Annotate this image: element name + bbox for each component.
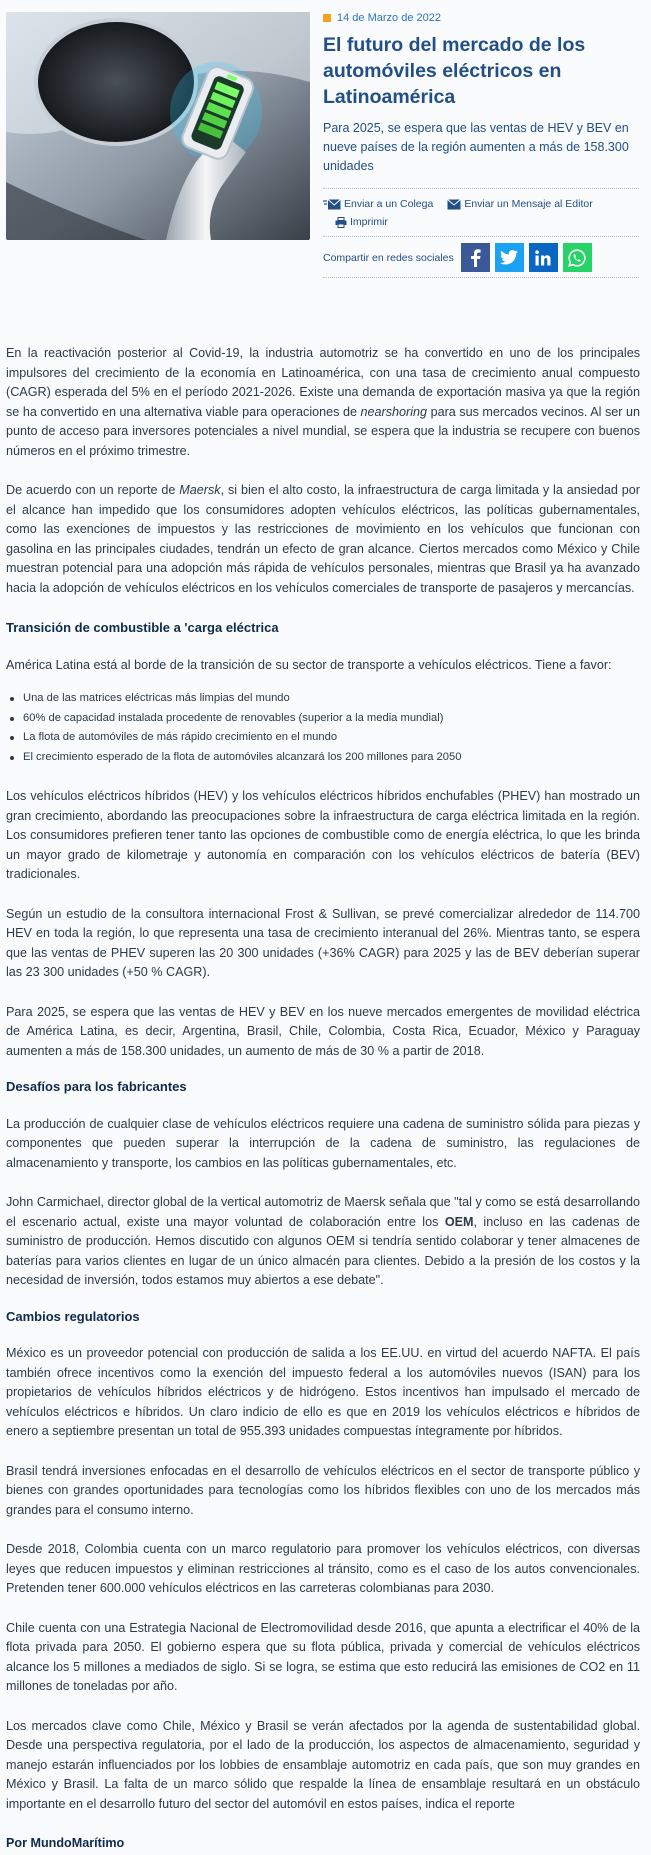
- facebook-icon: [468, 249, 482, 267]
- list-item: 60% de capacidad instalada procedente de renovables (superior a la media mundial): [6, 709, 640, 729]
- advantages-list: [6, 689, 640, 767]
- article-date: 14 de Marzo de 2022: [337, 12, 441, 24]
- section-heading: Transición de combustible a 'carga eléctrica: [6, 620, 279, 635]
- emphasis: Maersk: [179, 483, 221, 497]
- emphasis: nearshoring: [360, 404, 428, 419]
- print-label: Imprimir: [350, 216, 388, 228]
- date-marker-icon: [323, 14, 331, 22]
- paragraph: Para 2025, se espera que las ventas de HEV y BEV en los nueve mercados emergentes de movilidad eléctrica de América Latina, es decir, Argentina, Brasil, Chile, Colombia, Costa Rica, Ecuador, México y Paraguay aumenten a más de 158.300 unidades, un aumento de más de 30 % a partir de 2018.: [6, 1004, 640, 1058]
- twitter-share-button[interactable]: [495, 243, 524, 272]
- paragraph: De acuerdo con un reporte de Maersk, si bien el alto costo, la infraestructura de carga limitada y la ansiedad por el alcance han impedido que los consumidores adopten vehículos eléctricos, las políticas gubernamentales, como las exenciones de impuestos y las restricciones de movimiento en los vehículos que funcionan con gasolina en las principales ciudades, tendrán un efecto de gran alcance. Ciertos mercados como México y Chile muestran potencial para una adopción más rápida de vehículos personales, mientras que Brasil ya ha avanzado hacia la adopción de vehículos eléctricos en los vehículos comerciales de transporte de pasajeros y mercancías.: [6, 483, 640, 595]
- linkedin-share-button[interactable]: [529, 243, 558, 272]
- paragraph: Los vehículos eléctricos híbridos (HEV) y los vehículos eléctricos híbridos enchufables (PHEV) han mostrado un gran crecimiento, abordando las preocupaciones sobre la infraestructura de carga eléctrica limitada en la región. Los consumidores prefieren tener tanto las opciones de combustible como de energía eléctrica, lo que les brinda un mayor grado de kilometraje y autonomía en comparación con los vehículos eléctricos de batería (BEV) tradicionales.: [6, 789, 640, 881]
- linkedin-icon: [535, 250, 551, 266]
- printer-icon: [335, 217, 347, 228]
- section-heading: Cambios regulatorios: [6, 1308, 140, 1324]
- date-row: [323, 12, 639, 24]
- byline: Por MundoMarítimo: [6, 1836, 125, 1850]
- print-link[interactable]: [335, 213, 388, 231]
- send-colleague-link[interactable]: [323, 195, 433, 213]
- envelope-send-icon: [323, 199, 341, 210]
- hero-image: [6, 12, 310, 240]
- strong-text: OEM: [444, 1214, 474, 1229]
- paragraph: América Latina está al borde de la transición de su sector de transporte a vehículos eléctricos. Tiene a favor:: [6, 657, 612, 672]
- list-item: El crecimiento esperado de la flota de automóviles alcanzará los 200 millones para 2050: [6, 748, 640, 768]
- list-item: La flota de automóviles de más rápido crecimiento en el mundo: [6, 728, 640, 748]
- paragraph: México es un proveedor potencial con producción de salida a los EE.UU. en virtud del acuerdo NAFTA. El país también ofrece incentivos como la exención del impuesto federal a los automóviles nuevos (ISAN) para los propietarios de vehículos híbridos eléctricos y de hidrógeno. Estos incentivos han impulsado el mercado de vehículos eléctricos e híbridos. Un claro indicio de ello es que en 2019 los vehículos eléctricos e híbridos de enero a septiembre presentan un total de 955.393 unidades compuestas íntegramente por híbridos.: [6, 1346, 640, 1438]
- article-subtitle: Para 2025, se espera que las ventas de HEV y BEV en nueve países de la región aumenten a más de 158.300 unidades: [323, 121, 629, 173]
- envelope-icon: [447, 199, 461, 210]
- send-editor-link[interactable]: [447, 195, 592, 213]
- whatsapp-share-button[interactable]: [563, 243, 592, 272]
- paragraph: La producción de cualquier clase de vehículos eléctricos requiere una cadena de suministro sólida para piezas y componentes que pueden superar la interrupción de la cadena de suministro, las regulaciones de almacenamiento y transporte, los cambios en las políticas gubernamentales, etc.: [6, 1116, 640, 1170]
- paragraph: John Carmichael, director global de la vertical automotriz de Maersk señala que "tal y como se está desarrollando el escenario actual, existe una mayor voluntad de colaboración entre los OEM, incluso en las cadenas de suministro de producción. Hemos discutido con algunos OEM si tendría sentido colaborar y tener almacenes de baterías para varios clientes en lugar de un único almacén para clientes. Debido a la presión de los costos y la necesidad de inversión, todos estamos muy abiertos a ese debate".: [6, 1195, 640, 1287]
- paragraph: Chile cuenta con una Estrategia Nacional de Electromovilidad desde 2016, que apunta a electrificar el 40% de la flota privada para 2050. El gobierno espera que su flota pública, privada y comercial de vehículos eléctricos alcance los 5 millones a mediados de siglo. Si se logra, se estima que esto reducirá las emisiones de CO2 en 11 millones de toneladas por año.: [6, 1620, 640, 1693]
- paragraph: Brasil tendrá inversiones enfocadas en el desarrollo de vehículos eléctricos en el sector de transporte público y bienes con grandes oportunidades para tecnologías como los híbridos flexibles con uno de los mercados más grandes para el consumo interno.: [6, 1463, 640, 1517]
- whatsapp-icon: [568, 249, 586, 267]
- share-bar: [323, 243, 639, 278]
- paragraph: Según un estudio de la consultora internacional Frost & Sullivan, se prevé comercializar alrededor de 114.700 HEV en toda la región, lo que representa una tasa de crecimiento interanual del 26%. Mientras tanto, se espera que las ventas de PHEV superen las 20 300 unidades (+36% CAGR) para 2025 y las de BEV deberían superar las 23 300 unidades (+50 % CAGR).: [6, 906, 640, 979]
- twitter-icon: [500, 250, 518, 265]
- article-title: El futuro del mercado de los automóviles eléctricos en Latinoamérica: [323, 34, 586, 108]
- paragraph: Los mercados clave como Chile, México y Brasil se verán afectados por la agenda de sustentabilidad global. Desde una perspectiva regulatoria, por el lado de la producción, los aspectos de almacenamiento, seguridad y manejo estarán influenciados por los lobbies de ensamblaje automotriz en cada país, que son muy grandes en México y Brasil. La falta de un marco sólido que respalde la línea de ensamblaje resultará en un obstáculo importante en el desarrollo futuro del sector del automóvil en estos países, indica el reporte: [6, 1718, 640, 1811]
- send-colleague-label: Enviar a un Colega: [344, 198, 434, 210]
- facebook-share-button[interactable]: [461, 243, 490, 272]
- article-body: [6, 344, 640, 1854]
- list-item: Una de las matrices eléctricas más limpias del mundo: [6, 689, 640, 709]
- paragraph: Desde 2018, Colombia cuenta con un marco regulatorio para promover los vehículos eléctricos, con diversas leyes que reducen impuestos y eliminan restricciones al tránsito, como es el caso de los autos convencionales. Pretenden tener 600.000 vehículos eléctricos en las carreteras colombianas para 2030.: [6, 1542, 640, 1595]
- article-actions: [323, 188, 639, 237]
- article-header: [323, 12, 639, 278]
- share-label: Compartir en redes sociales: [323, 251, 454, 264]
- section-heading: Desafíos para los fabricantes: [6, 1079, 187, 1094]
- send-editor-label: Enviar un Mensaje al Editor: [464, 198, 593, 210]
- paragraph: En la reactivación posterior al Covid-19, la industria automotriz se ha convertido en uno de los principales impulsores del crecimiento de la economía en Latinoamérica, con una tasa de crecimiento anual compuesto (CAGR) esperada del 5% en el período 2021-2026. Existe una demanda de exportación masiva ya que la región se ha convertido en una alternativa viable para operaciones de nearshoring para sus mercados vecinos. Al ser un punto de acceso para inversores potenciales a nivel mundial, se espera que la industria se recupere con buenos números en el próximo trimestre.: [6, 346, 641, 458]
